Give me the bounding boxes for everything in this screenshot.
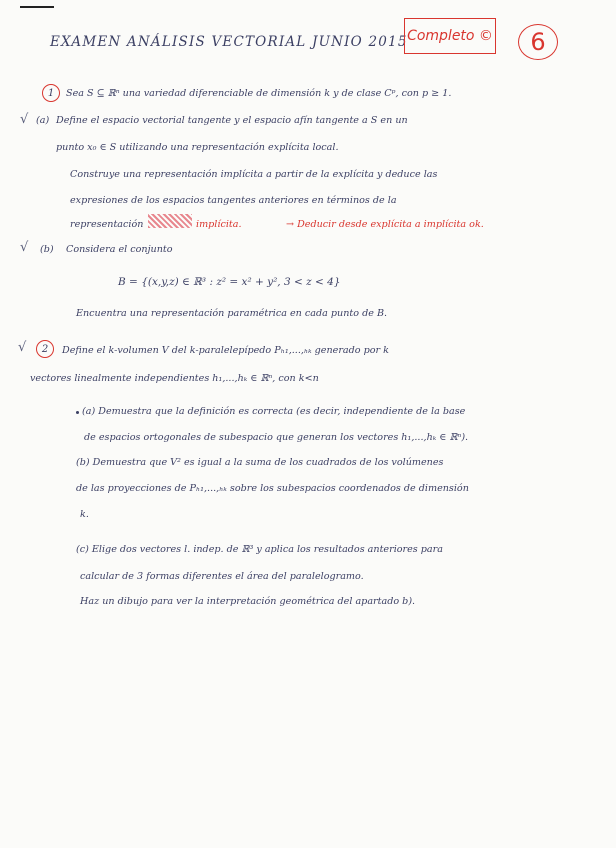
q2a-line-2: de espacios ortogonales de subespacio que generan los vectores h₁,...,hₖ ∈ ℝⁿ). — [84, 432, 469, 443]
q2-line-1: Define el k-volumen V del k-paralelepípedo Pₕ₁,...,ₕₖ generado por k — [62, 345, 389, 356]
q1a-line-1: Define el espacio vectorial tangente y el espacio afín tangente a S en un — [56, 115, 408, 126]
bullet-point — [76, 411, 79, 414]
completion-stamp: Completo © — [404, 18, 496, 54]
question-1-number: 1 — [42, 84, 60, 102]
q1a-line-5b: implícita. — [196, 219, 242, 230]
q1b-line-2: Encuentra una representación paramétrica en cada punto de B. — [76, 308, 388, 319]
q1b-line-1: Considera el conjunto — [66, 244, 173, 255]
crossed-out-word — [148, 214, 192, 228]
q1a-label: (a) — [36, 115, 50, 126]
q2c-line-3: Haz un dibujo para ver la interpretación geométrica del apartado b). — [80, 596, 416, 607]
q2b-line-3: k. — [80, 509, 89, 520]
check-mark-icon: √ — [20, 112, 29, 127]
q2a-line-1: (a) Demuestra que la definición es correcta (es decir, independiente de la base — [82, 406, 466, 417]
q2c-line-2: calcular de 3 formas diferentes el área del paralelogramo. — [80, 571, 364, 582]
check-mark-icon: √ — [20, 240, 29, 255]
q2c-line-1: (c) Elige dos vectores l. indep. de ℝ³ y aplica los resultados anteriores para — [76, 544, 443, 555]
q2b-line-1: (b) Demuestra que V² es igual a la suma de los cuadrados de los volúmenes — [76, 457, 444, 468]
q1-intro: Sea S ⊆ ℝⁿ una variedad diferenciable de dimensión k y de clase Cᵖ, con p ≥ 1. — [66, 88, 452, 99]
q1a-line-5a: representación — [70, 219, 144, 230]
q2b-line-2: de las proyecciones de Pₕ₁,...,ₕₖ sobre los subespacios coordenados de dimensión — [76, 483, 469, 494]
q2-line-2: vectores linealmente independientes h₁,...,hₖ ∈ ℝⁿ, con k<n — [30, 373, 319, 384]
q1a-line-2: punto x₀ ∈ S utilizando una representación explícita local. — [56, 142, 339, 153]
question-2-number: 2 — [36, 340, 54, 358]
exam-title: EXAMEN ANÁLISIS VECTORIAL JUNIO 2015 — [50, 34, 408, 50]
top-mark — [20, 6, 54, 8]
check-mark-icon: √ — [18, 340, 27, 355]
q1a-line-3: Construye una representación implícita a partir de la explícita y deduce las — [70, 169, 438, 180]
q1b-set-formula: B = {(x,y,z) ∈ ℝ³ : z² = x² + y², 3 < z < 4} — [118, 276, 341, 288]
q1a-correction-note: → Deducir desde explícita a implícita ok. — [286, 219, 484, 230]
q1b-label: (b) — [40, 244, 54, 255]
grade-circle: 6 — [518, 24, 558, 60]
q1a-line-4: expresiones de los espacios tangentes anteriores en términos de la — [70, 195, 397, 206]
